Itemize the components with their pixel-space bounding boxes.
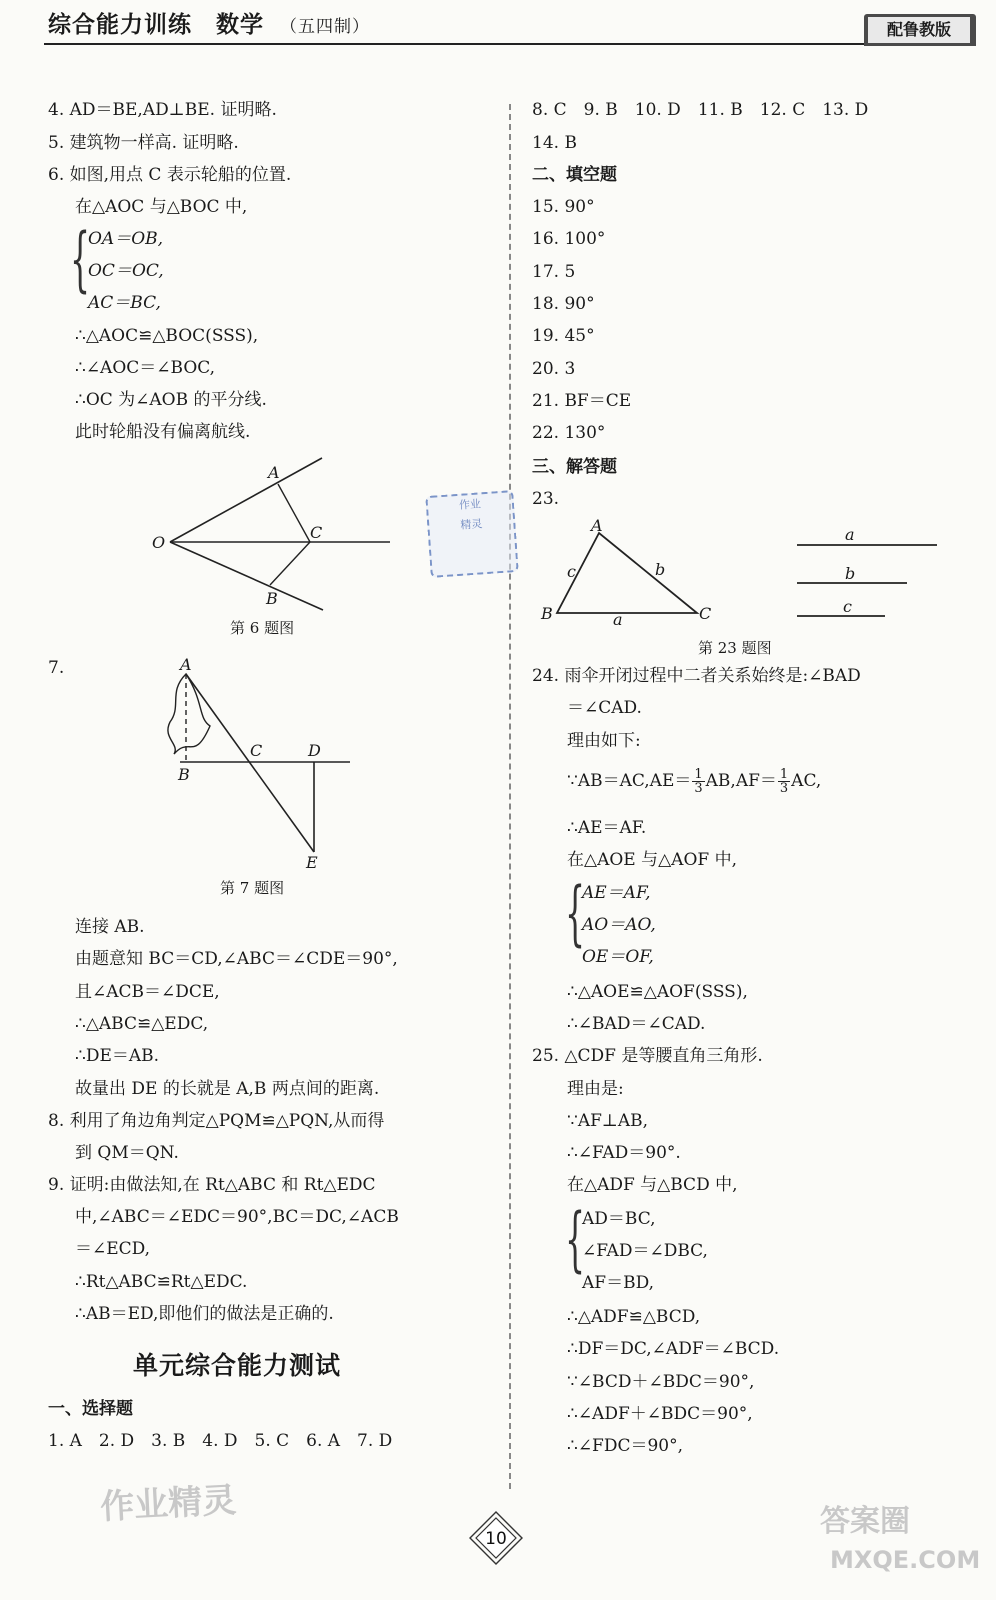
figure-6 (140, 450, 410, 645)
choice-answers-1: 1. A 2. D 3. B 4. D 5. C 6. A 7. D (48, 1431, 393, 1451)
system-brace-25: { (565, 1198, 586, 1280)
answer-25-line-2: 理由是: (567, 1079, 624, 1099)
answer-25-line-1: 25. △CDF 是等腰直角三角形. (532, 1046, 763, 1066)
edition-badge-text: 配鲁教版 (868, 17, 970, 43)
fill-answer-19: 19. 45° (532, 326, 595, 346)
answer-24-line-1: 24. 雨伞开闭过程中二者关系始终是:∠BAD (532, 666, 861, 686)
page-number-badge (466, 1508, 526, 1568)
book-title (48, 6, 370, 39)
fig23-label-a: A (591, 516, 603, 535)
fig6-label-a: A (268, 463, 280, 482)
fill-answer-22: 22. 130° (532, 423, 606, 443)
system-brace-24: { (565, 872, 586, 954)
fig23-side-c: c (567, 562, 576, 581)
answer-7-line-6: 故量出 DE 的长就是 A,B 两点间的距离. (75, 1079, 380, 1099)
answer-7-line-5: ∴DE＝AB. (75, 1046, 160, 1066)
column-divider (509, 104, 511, 1489)
fill-answer-18: 18. 90° (532, 294, 595, 314)
header-rule (44, 43, 866, 45)
answer-25-line-7: ∴DF＝DC,∠ADF＝∠BCD. (567, 1339, 780, 1359)
answer-9-line-2: 中,∠ABC＝∠EDC＝90°,BC＝DC,∠ACB (75, 1207, 399, 1227)
answer-4: 4. AD＝BE,AD⊥BE. 证明略. (48, 100, 277, 120)
fig23-side-a: a (613, 610, 623, 629)
fraction-1-denominator: 3 (694, 781, 703, 796)
fig23-side-b: b (655, 560, 666, 579)
answer-24-line-4-part-2: AB,AF＝ (705, 771, 777, 791)
section-fill-heading: 二、填空题 (532, 165, 617, 185)
answer-6-system-2: OC＝OC, (88, 261, 164, 281)
fig6-label-o: O (152, 533, 166, 552)
answer-24-line-3: 理由如下: (567, 731, 641, 751)
answer-8-line-1: 8. 利用了角边角判定△PQM≌△PQN,从而得 (48, 1111, 385, 1131)
watermark-url: MXQE.COM (830, 1546, 981, 1574)
watermark-right: 答案圈 (820, 1504, 910, 1539)
fraction-1-numerator: 1 (694, 767, 703, 782)
answer-24-line-4-part-1: ∵AB＝AC,AE＝ (567, 771, 692, 791)
fig6-label-b: B (266, 589, 278, 608)
stamp-line-1: 作业 (458, 497, 482, 512)
fig6-caption: 第 6 题图 (230, 619, 295, 637)
choice-answers-2: 8. C 9. B 10. D 11. B 12. C 13. D (532, 100, 869, 120)
fig7-label-d: D (308, 741, 321, 760)
answer-24-line-8: ∴∠BAD＝∠CAD. (567, 1014, 706, 1034)
answer-7-line-1: 连接 AB. (75, 917, 145, 937)
answer-25-system-1: AD＝BC, (582, 1209, 656, 1229)
answer-7-line-2: 由题意知 BC＝CD,∠ABC＝∠CDE＝90°, (75, 949, 398, 969)
answer-7-number: 7. (48, 658, 65, 678)
answer-25-line-6: ∴△ADF≌△BCD, (567, 1307, 701, 1327)
system-brace: { (70, 218, 91, 300)
fig7-label-e: E (306, 853, 318, 872)
fraction-2-numerator: 1 (779, 767, 789, 782)
fig23-caption: 第 23 题图 (698, 639, 772, 657)
seg-label-c: c (843, 597, 852, 616)
fig7-label-c: C (250, 741, 263, 760)
edition-badge (864, 14, 976, 46)
answer-24-system-3: OE＝OF, (582, 947, 654, 967)
answer-6-line-1: 6. 如图,用点 C 表示轮船的位置. (48, 165, 292, 185)
answer-6-line-5: ∴OC 为∠AOB 的平分线. (75, 390, 267, 410)
book-subtitle: （五四制） (280, 17, 370, 37)
answer-9-line-3: ＝∠ECD, (75, 1239, 151, 1259)
watermark-left: 作业精灵 (99, 1480, 238, 1528)
answer-25-line-8: ∵∠BCD＋∠BDC＝90°, (567, 1372, 755, 1392)
answer-25-line-3: ∵AF⊥AB, (567, 1111, 649, 1131)
fraction-one-third-1 (692, 768, 704, 795)
answer-5: 5. 建筑物一样高. 证明略. (48, 133, 239, 153)
fill-answer-16: 16. 100° (532, 229, 606, 249)
answer-6-line-3: ∴△AOC≌△BOC(SSS), (75, 326, 259, 346)
seg-label-a: a (845, 525, 855, 544)
answer-24-line-2: ＝∠CAD. (567, 698, 642, 718)
fill-answer-21: 21. BF＝CE (532, 391, 632, 411)
answer-25-system-3: AF＝BD, (582, 1273, 654, 1293)
answer-8-line-2: 到 QM＝QN. (75, 1143, 179, 1163)
answer-24-line-6: 在△AOE 与△AOF 中, (567, 850, 737, 870)
stamp-logo (425, 490, 519, 578)
fig7-label-b: B (178, 765, 190, 784)
answer-23-number: 23. (532, 489, 560, 509)
answer-25-line-5: 在△ADF 与△BCD 中, (567, 1175, 738, 1195)
fig23-label-c: C (699, 604, 712, 623)
fill-answer-20: 20. 3 (532, 359, 576, 379)
section-solve-heading: 三、解答题 (532, 457, 617, 477)
fig7-label-a: A (180, 655, 192, 674)
answer-24-line-4 (567, 768, 821, 795)
section-choice-heading: 一、选择题 (48, 1399, 133, 1419)
answer-24-system-2: AO＝AO, (582, 915, 656, 935)
answer-25-line-10: ∴∠FDC＝90°, (567, 1436, 684, 1456)
answer-6-system-1: OA＝OB, (88, 229, 164, 249)
answer-6-system-3: AC＝BC, (88, 293, 161, 313)
page-number: 10 (485, 1529, 507, 1549)
answer-24-line-7: ∴△AOE≌△AOF(SSS), (567, 982, 748, 1002)
fig6-label-c: C (310, 523, 323, 542)
book-title-text: 综合能力训练 数学 (48, 12, 264, 38)
answer-25-system-2: ∠FAD＝∠DBC, (582, 1241, 708, 1261)
unit-test-heading: 单元综合能力测试 (133, 1351, 342, 1380)
choice-answers-3: 14. B (532, 133, 577, 153)
answer-9-line-1: 9. 证明:由做法知,在 Rt△ABC 和 Rt△EDC (48, 1175, 376, 1195)
answer-9-line-5: ∴AB＝ED,即他们的做法是正确的. (75, 1304, 334, 1324)
answer-7-line-4: ∴△ABC≌△EDC, (75, 1014, 209, 1034)
answer-7-line-3: 且∠ACB＝∠DCE, (75, 982, 220, 1002)
seg-label-b: b (845, 564, 856, 583)
stamp-line-2: 精灵 (459, 517, 483, 532)
answer-25-line-4: ∴∠FAD＝90°. (567, 1143, 681, 1163)
answer-24-line-5: ∴AE＝AF. (567, 818, 647, 838)
answer-6-line-4: ∴∠AOC＝∠BOC, (75, 358, 216, 378)
fill-answer-15: 15. 90° (532, 197, 595, 217)
answer-6-line-6: 此时轮船没有偏离航线. (75, 422, 251, 442)
fig7-caption: 第 7 题图 (220, 879, 285, 897)
fill-answer-17: 17. 5 (532, 262, 576, 282)
figure-7 (160, 652, 360, 877)
answer-9-line-4: ∴Rt△ABC≌Rt△EDC. (75, 1272, 248, 1292)
answer-24-line-4-part-3: AC, (791, 771, 822, 791)
answer-25-line-9: ∴∠ADF＋∠BDC＝90°, (567, 1404, 753, 1424)
fraction-one-third-2 (778, 768, 790, 795)
answer-24-system-1: AE＝AF, (582, 883, 651, 903)
fig23-label-b: B (541, 604, 553, 623)
figure-23 (535, 515, 945, 635)
fraction-2-denominator: 3 (779, 781, 789, 796)
answer-6-line-2: 在△AOC 与△BOC 中, (75, 197, 248, 217)
